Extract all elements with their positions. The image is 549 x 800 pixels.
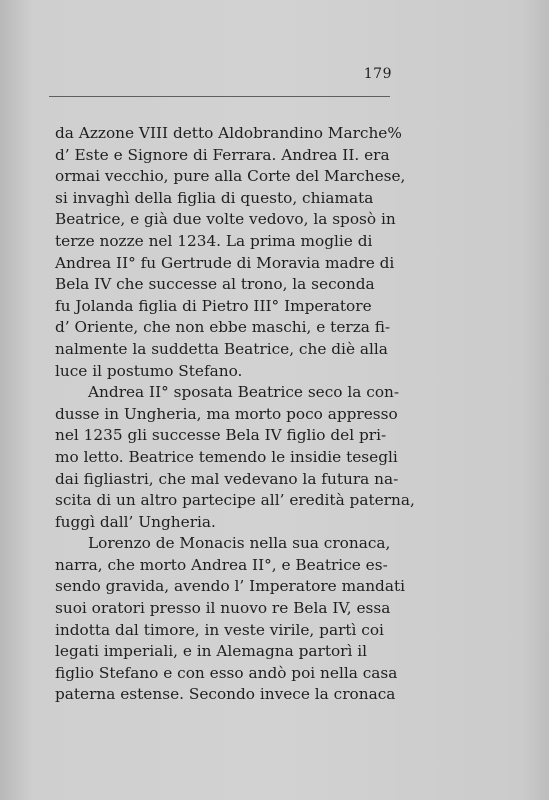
text-line: dai figliastri, che mal vedevano la futura na-	[55, 469, 399, 488]
text-line: d’ Oriente, che non ebbe maschi, e terza fi-	[55, 318, 391, 337]
text-line: fu Jolanda figlia di Pietro III° Imperatore	[55, 296, 372, 315]
text-line: da Azzone VIII detto Aldobrandino Marche%	[55, 124, 402, 142]
text-line: scita di un altro partecipe all’ eredità paterna,	[55, 491, 415, 510]
text-line: figlio Stefano e con esso andò poi nella casa	[55, 663, 398, 682]
paragraph-2	[55, 382, 415, 533]
paragraph-3	[55, 533, 405, 706]
text-line: nalmente la suddetta Beatrice, che diè alla	[55, 339, 388, 358]
text-line: indotta dal timore, in veste virile, partì coi	[55, 620, 384, 639]
text-line: Andrea II° sposata Beatrice seco la con-	[88, 383, 400, 402]
page-number: 179	[363, 66, 392, 82]
text-line: Beatrice, e già due volte vedovo, la sposò in	[55, 210, 396, 229]
text-line: paterna estense. Secondo invece la cronaca	[55, 685, 396, 704]
body-text	[55, 123, 415, 706]
paragraph-1	[55, 123, 406, 382]
text-line: Bela IV che successe al trono, la seconda	[55, 275, 375, 294]
header-rule	[49, 96, 390, 97]
text-line: Lorenzo de Monacis nella sua cronaca,	[88, 534, 391, 553]
text-line: legati imperiali, e in Alemagna partorì il	[55, 642, 368, 661]
text-line: nel 1235 gli successe Bela IV figlio del pri-	[55, 426, 387, 445]
text-line: dusse in Ungheria, ma morto poco appresso	[55, 404, 398, 423]
text-line: fuggì dall’ Ungheria.	[55, 512, 216, 531]
text-line: ormai vecchio, pure alla Corte del Marchese,	[55, 167, 406, 186]
text-line: d’ Este e Signore di Ferrara. Andrea II. era	[55, 145, 390, 164]
text-line: suoi oratori presso il nuovo re Bela IV, essa	[55, 599, 391, 618]
text-line: mo letto. Beatrice temendo le insidie tesegli	[55, 447, 398, 466]
text-line: si invaghì della figlia di questo, chiamata	[55, 188, 374, 207]
text-line: luce il postumo Stefano.	[55, 361, 243, 380]
text-line: Andrea II° fu Gertrude di Moravia madre di	[55, 253, 395, 272]
text-line: sendo gravida, avendo l’ Imperatore mandati	[55, 577, 405, 596]
text-line: narra, che morto Andrea II°, e Beatrice es-	[55, 555, 388, 574]
text-line: terze nozze nel 1234. La prima moglie di	[55, 231, 373, 250]
